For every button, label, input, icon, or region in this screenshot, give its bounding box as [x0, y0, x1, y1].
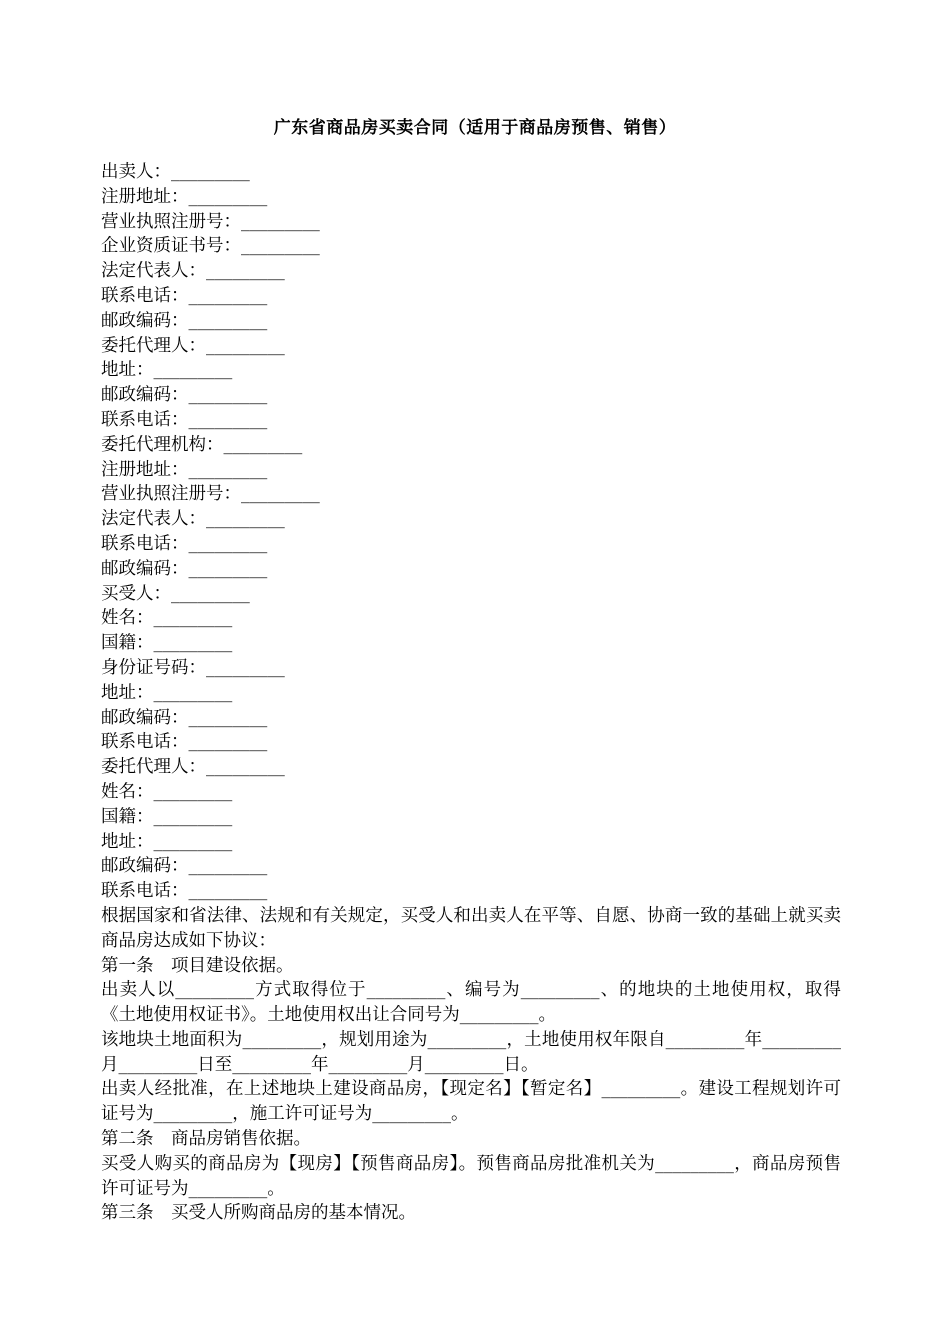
article-1-heading: 第一条 项目建设依据。: [101, 955, 294, 976]
seller-postcode-line: 邮政编码：_________: [101, 310, 268, 331]
buyer-nationality-line: 国籍：_________: [101, 633, 233, 654]
seller-business-license-line: 营业执照注册号：_________: [101, 211, 320, 232]
seller-line: 出卖人：_________: [101, 162, 250, 182]
buyer-address-line: 地址：_________: [101, 682, 233, 703]
seller-agent-address-line: 地址：_________: [101, 360, 233, 381]
buyer-agent-phone-line: 联系电话：_________: [101, 881, 268, 902]
agency-registered-address-line: 注册地址：_________: [101, 459, 268, 480]
seller-agent-phone-line: 联系电话：_________: [101, 409, 268, 430]
agency-line: 委托代理机构：_________: [101, 434, 303, 455]
article-1-approval-paragraph: 出卖人经批准，在上述地块上建设商品房，【现定名】【暂定名】_________。建设工程规划许可证号为_________，施工许可证号为_________。: [101, 1079, 841, 1125]
buyer-agent-line: 委托代理人：_________: [101, 757, 285, 778]
buyer-agent-name-line: 姓名：_________: [101, 781, 233, 802]
agency-phone-line: 联系电话：_________: [101, 533, 268, 554]
seller-agent-line: 委托代理人：_________: [101, 335, 285, 356]
buyer-phone-line: 联系电话：_________: [101, 732, 268, 753]
contract-body: [101, 160, 841, 1226]
seller-registered-address-line: 注册地址：_________: [101, 186, 268, 207]
buyer-id-number-line: 身份证号码：_________: [101, 657, 285, 678]
seller-qualification-certificate-line: 企业资质证书号：_________: [101, 236, 320, 257]
article-3-heading: 第三条 买受人所购商品房的基本情况。: [101, 1203, 416, 1224]
buyer-line: 买受人：_________: [101, 583, 250, 604]
agency-legal-representative-line: 法定代表人：_________: [101, 509, 285, 530]
buyer-name-line: 姓名：_________: [101, 608, 233, 629]
buyer-agent-nationality-line: 国籍：_________: [101, 806, 233, 827]
buyer-agent-address-line: 地址：_________: [101, 831, 233, 852]
buyer-agent-postcode-line: 邮政编码：_________: [101, 856, 268, 877]
article-1-land-paragraph: 出卖人以_________方式取得位于_________、编号为_________、的地块的土地使用权，取得《土地使用权证书》。土地使用权出让合同号为_________。: [101, 980, 841, 1026]
agency-business-license-line: 营业执照注册号：_________: [101, 484, 320, 505]
article-2-heading: 第二条 商品房销售依据。: [101, 1129, 311, 1150]
document-title: 广东省商品房买卖合同（适用于商品房预售、销售）: [273, 118, 677, 138]
agency-postcode-line: 邮政编码：_________: [101, 558, 268, 579]
seller-agent-postcode-line: 邮政编码：_________: [101, 385, 268, 406]
article-2-paragraph: 买受人购买的商品房为【现房】【预售商品房】。预售商品房批准机关为_________，商品房预售许可证号为_________。: [101, 1153, 841, 1199]
article-1-area-paragraph: 该地块土地面积为_________，规划用途为_________，土地使用权年限自_________年_________月_________日至_________年_________月_________日。: [101, 1029, 841, 1075]
preamble-paragraph: 根据国家和省法律、法规和有关规定，买受人和出卖人在平等、自愿、协商一致的基础上就买卖商品房达成如下协议：: [101, 905, 841, 951]
seller-phone-line: 联系电话：_________: [101, 285, 268, 306]
buyer-postcode-line: 邮政编码：_________: [101, 707, 268, 728]
seller-legal-representative-line: 法定代表人：_________: [101, 261, 285, 282]
